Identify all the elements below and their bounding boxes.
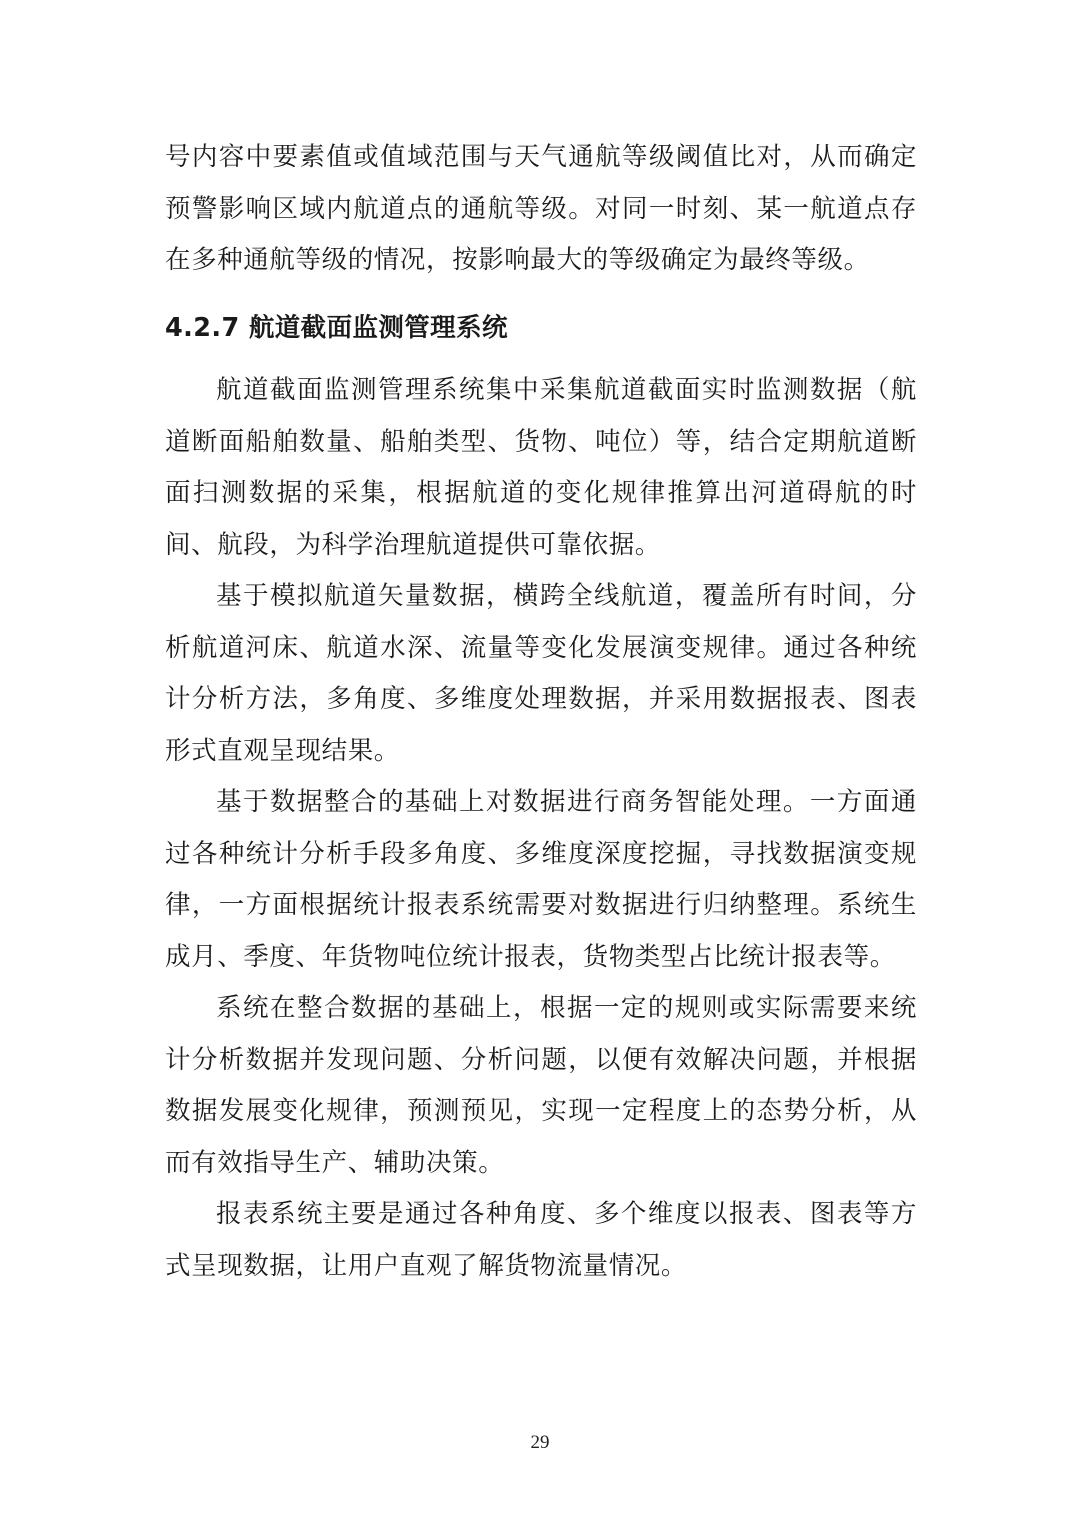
paragraph-2: 基于模拟航道矢量数据，横跨全线航道，覆盖所有时间，分析航道河床、航道水深、流量等变化发展演变规律。通过各种统计分析方法，多角度、多维度处理数据，并采用数据报表、图表形式直观呈现结果。: [165, 581, 917, 766]
paragraph-5: 报表系统主要是通过各种角度、多个维度以报表、图表等方式呈现数据，让用户直观了解货物流量情况。: [165, 1199, 917, 1281]
continuation-text: [165, 132, 917, 287]
paragraph-4: 系统在整合数据的基础上，根据一定的规则或实际需要来统计分析数据并发现问题、分析问题，以便有效解决问题，并根据数据发展变化规律，预测预见，实现一定程度上的态势分析，从而有效指导生产、辅助决策。: [165, 993, 917, 1178]
section-heading: 4.2.7 航道截面监测管理系统: [165, 313, 508, 343]
paragraph-3: 基于数据整合的基础上对数据进行商务智能处理。一方面通过各种统计分析手段多角度、多维度深度挖掘，寻找数据演变规律，一方面根据统计报表系统需要对数据进行归纳整理。系统生成月、季度、年货物吨位统计报表，货物类型占比统计报表等。: [165, 787, 917, 972]
paragraph-continuation: 号内容中要素值或值域范围与天气通航等级阈值比对，从而确定预警影响区域内航道点的通航等级。对同一时刻、某一航道点存在多种通航等级的情况，按影响最大的等级确定为最终等级。: [165, 142, 917, 275]
section-body: [165, 365, 917, 1292]
paragraph-1: 航道截面监测管理系统集中采集航道截面实时监测数据（航道断面船舶数量、船舶类型、货物、吨位）等，结合定期航道断面扫测数据的采集，根据航道的变化规律推算出河道碍航的时间、航段，为科学治理航道提供可靠依据。: [165, 375, 917, 560]
page-number: 29: [530, 1432, 550, 1453]
